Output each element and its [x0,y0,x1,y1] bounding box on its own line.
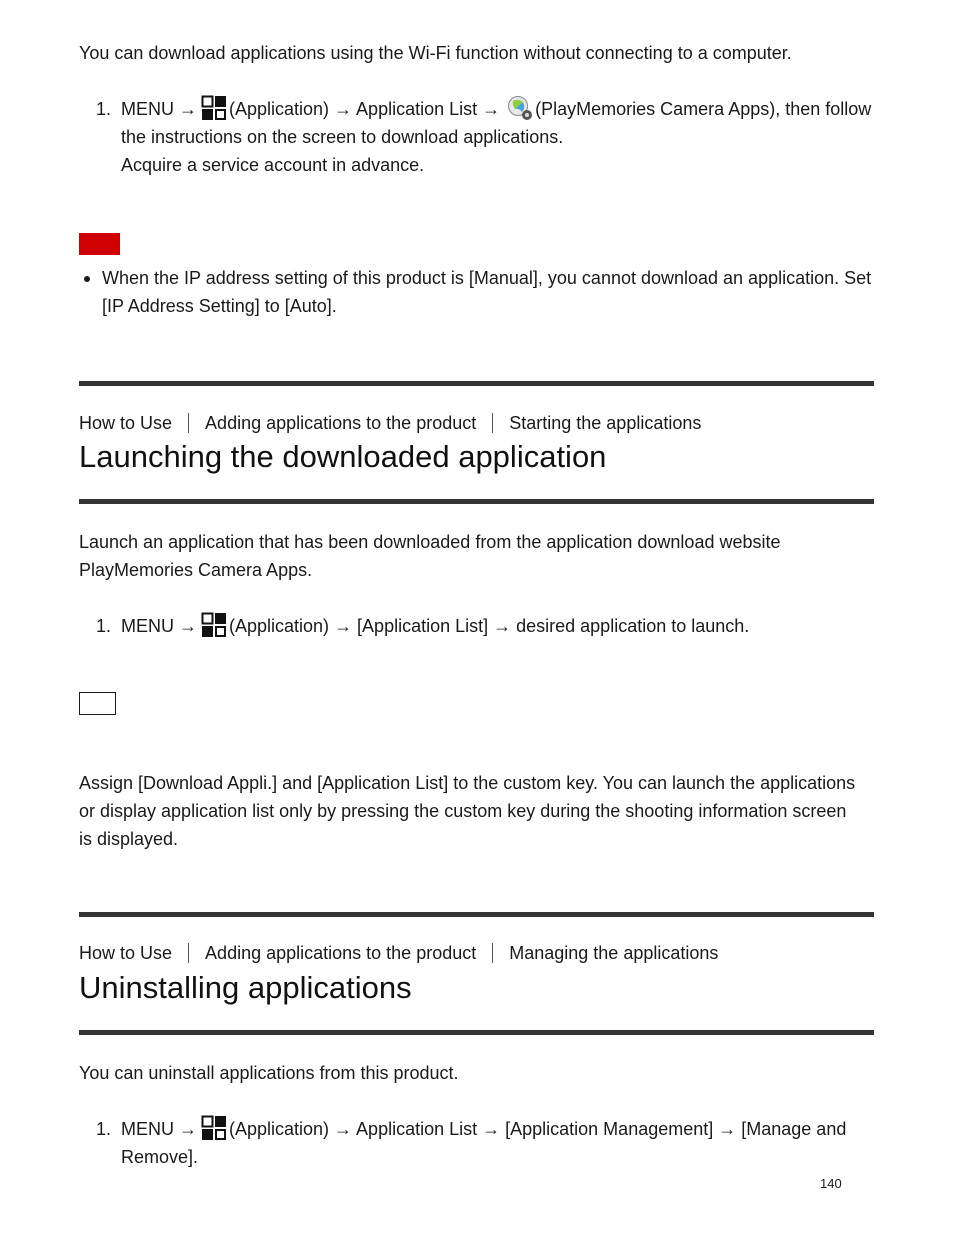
step-number: 1. [96,99,112,119]
step-menu-text: MENU → [121,99,197,119]
application-grid-icon [201,612,227,638]
hint-badge [79,692,116,715]
section-divider-top [79,912,874,917]
download-step-1 [96,95,876,179]
breadcrumb-adding-applications[interactable]: Adding applications to the product [205,943,477,963]
breadcrumb [79,411,701,435]
page-title-launching: Launching the downloaded application [79,439,607,474]
step-uninstall-text: (Application) → Application List → [Application Management] → [Manage and Remove]. [121,1119,847,1167]
breadcrumb-separator [492,943,493,963]
step-launch-text: (Application) → [Application List] → desired application to launch. [229,616,750,636]
breadcrumb-starting-applications[interactable]: Starting the applications [509,413,702,433]
note-badge [79,233,120,255]
step-account-note: Acquire a service account in advance. [121,155,425,175]
breadcrumb-managing-applications[interactable]: Managing the applications [509,943,719,963]
launch-intro-text: Launch an application that has been downloaded from the application download website PlayMemories Camera Apps. [79,532,781,580]
breadcrumb-adding-applications[interactable]: Adding applications to the product [205,413,477,433]
application-grid-icon [201,1115,227,1141]
section-divider-top [79,381,874,386]
note-text: When the IP address setting of this product is [Manual], you cannot download an application. Set [IP Address Setting] to [Auto]. [102,268,872,316]
note-bullet-item [84,264,884,320]
application-grid-icon [201,95,227,121]
playmemories-camera-apps-icon [507,95,533,121]
step-number: 1. [96,1119,112,1139]
step-menu-text: MENU → [121,1119,197,1139]
section-divider-bottom [79,499,874,504]
uninstall-intro-text: You can uninstall applications from this product. [79,1063,459,1083]
breadcrumb [79,941,718,965]
breadcrumb-how-to-use[interactable]: How to Use [79,943,173,963]
page-number: 140 [820,1176,842,1191]
step-application-list-text: (Application) → Application List → [229,99,501,119]
breadcrumb-separator [492,413,493,433]
bullet-dot [84,276,90,282]
step-menu-text: MENU → [121,616,197,636]
download-intro-text: You can download applications using the Wi-Fi function without connecting to a computer. [79,43,792,63]
breadcrumb-how-to-use[interactable]: How to Use [79,413,173,433]
page-title-uninstalling: Uninstalling applications [79,970,412,1005]
hint-text: Assign [Download Appli.] and [Application List] to the custom key. You can launch the applications or display application list only by pressing the custom key during the shooting information screen is displayed. [79,773,856,849]
breadcrumb-separator [188,413,189,433]
launch-step-1 [96,612,876,640]
step-playmemories-text: (PlayMemories Camera Apps), then follow the instructions on the screen to download applications. [121,99,872,147]
uninstall-step-1 [96,1115,876,1171]
section-divider-bottom [79,1030,874,1035]
step-number: 1. [96,616,112,636]
breadcrumb-separator [188,943,189,963]
